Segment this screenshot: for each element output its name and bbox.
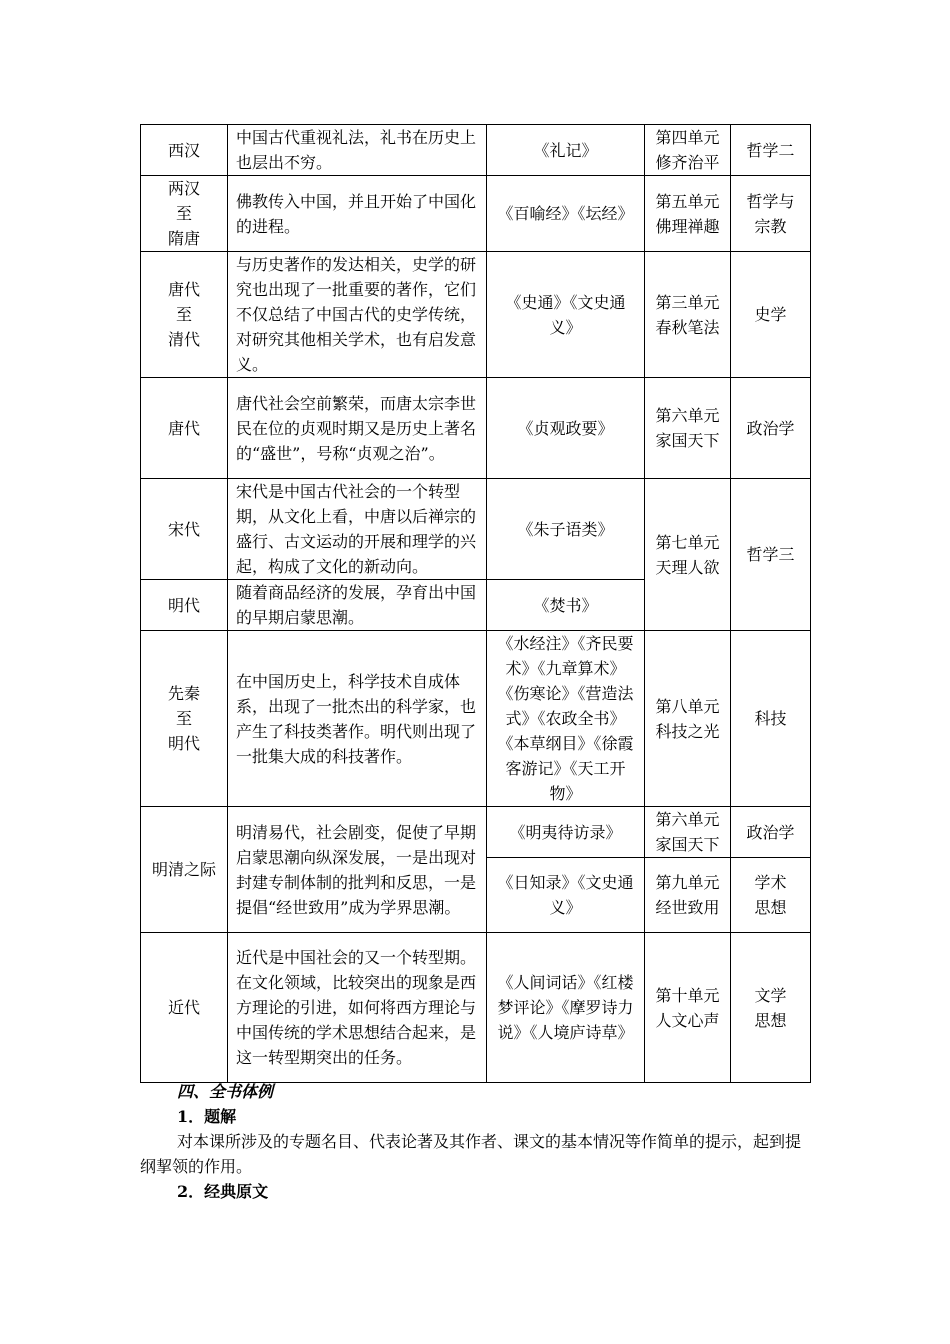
discipline-cell: 政治学: [731, 378, 811, 479]
works-cell: 《明夷待访录》: [487, 807, 645, 858]
section-heading: 四、全书体例: [177, 1082, 274, 1101]
discipline-cell: 哲学三: [731, 479, 811, 631]
era-cell: 西汉: [141, 125, 228, 176]
table-row: [141, 378, 811, 479]
era-cell: 近代: [141, 933, 228, 1083]
unit-cell: 第六单元 家国天下: [645, 378, 731, 479]
works-cell: 《水经注》《齐民要术》《九章算术》《伤寒论》《营造法式》《农政全书》《本草纲目》《徐霞客游记》《天工开物》: [487, 631, 645, 807]
subsection-title: 2．经典原文: [177, 1182, 269, 1201]
description-cell: 明清易代，社会剧变，促使了早期启蒙思潮向纵深发展，一是出现对封建专制体制的批判和反思，一是提倡“经世致用”成为学界思潮。: [228, 807, 487, 933]
table-row: [141, 125, 811, 176]
discipline-cell: 哲学二: [731, 125, 811, 176]
works-cell: 《人间词话》《红楼梦评论》《摩罗诗力说》《人境庐诗草》: [487, 933, 645, 1083]
discipline-cell: 科技: [731, 631, 811, 807]
works-cell: 《礼记》: [487, 125, 645, 176]
description-cell: 在中国历史上，科学技术自成体系，出现了一批杰出的科学家，也产生了科技类著作。明代则出现了一批集大成的科技著作。: [228, 631, 487, 807]
era-cell: 明代: [141, 580, 228, 631]
table-row: [141, 479, 811, 580]
era-cell: 明清之际: [141, 807, 228, 933]
era-cell: 唐代: [141, 378, 228, 479]
works-cell: 《朱子语类》: [487, 479, 645, 580]
era-cell: 先秦 至 明代: [141, 631, 228, 807]
works-cell: 《贞观政要》: [487, 378, 645, 479]
unit-cell: 第五单元 佛理禅趣: [645, 176, 731, 252]
description-cell: 随着商品经济的发展，孕育出中国的早期启蒙思潮。: [228, 580, 487, 631]
works-cell: 《焚书》: [487, 580, 645, 631]
era-cell: 唐代 至 清代: [141, 252, 228, 378]
table-row: [141, 807, 811, 858]
table-row: [141, 631, 811, 807]
unit-cell: 第六单元 家国天下: [645, 807, 731, 858]
description-cell: 佛教传入中国，并且开始了中国化的进程。: [228, 176, 487, 252]
era-cell: 宋代: [141, 479, 228, 580]
description-cell: 近代是中国社会的又一个转型期。在文化领域，比较突出的现象是西方理论的引进，如何将西方理论与中国传统的学术思想结合起来，是这一转型期突出的任务。: [228, 933, 487, 1083]
discipline-cell: 政治学: [731, 807, 811, 858]
era-cell: 两汉 至 隋唐: [141, 176, 228, 252]
unit-cell: 第九单元 经世致用: [645, 858, 731, 933]
works-cell: 《日知录》《文史通义》: [487, 858, 645, 933]
description-cell: 宋代是中国古代社会的一个转型期，从文化上看，中唐以后禅宗的盛行、古文运动的开展和理学的兴起，构成了文化的新动向。: [228, 479, 487, 580]
discipline-cell: 哲学与 宗教: [731, 176, 811, 252]
discipline-cell: 史学: [731, 252, 811, 378]
discipline-cell: 学术 思想: [731, 858, 811, 933]
description-cell: 唐代社会空前繁荣，而唐太宗李世民在位的贞观时期又是历史上著名的“盛世”，号称“贞观之治”。: [228, 378, 487, 479]
description-cell: 与历史著作的发达相关，史学的研究也出现了一批重要的著作，它们不仅总结了中国古代的史学传统，对研究其他相关学术，也有启发意义。: [228, 252, 487, 378]
table-row: [141, 252, 811, 378]
paragraph: 对本课所涉及的专题名目、代表论著及其作者、课文的基本情况等作简单的提示，起到提纲挈领的作用。: [140, 1132, 802, 1176]
discipline-cell: 文学 思想: [731, 933, 811, 1083]
unit-cell: 第十单元 人文心声: [645, 933, 731, 1083]
works-cell: 《百喻经》《坛经》: [487, 176, 645, 252]
subsection-title: 1．题解: [177, 1107, 237, 1126]
curriculum-table: [140, 124, 811, 1083]
unit-cell: 第八单元 科技之光: [645, 631, 731, 807]
description-cell: 中国古代重视礼法，礼书在历史上也层出不穷。: [228, 125, 487, 176]
table-row: [141, 176, 811, 252]
unit-cell: 第七单元 天理人欲: [645, 479, 731, 631]
works-cell: 《史通》《文史通义》: [487, 252, 645, 378]
table-row: [141, 933, 811, 1083]
unit-cell: 第三单元 春秋笔法: [645, 252, 731, 378]
unit-cell: 第四单元 修齐治平: [645, 125, 731, 176]
